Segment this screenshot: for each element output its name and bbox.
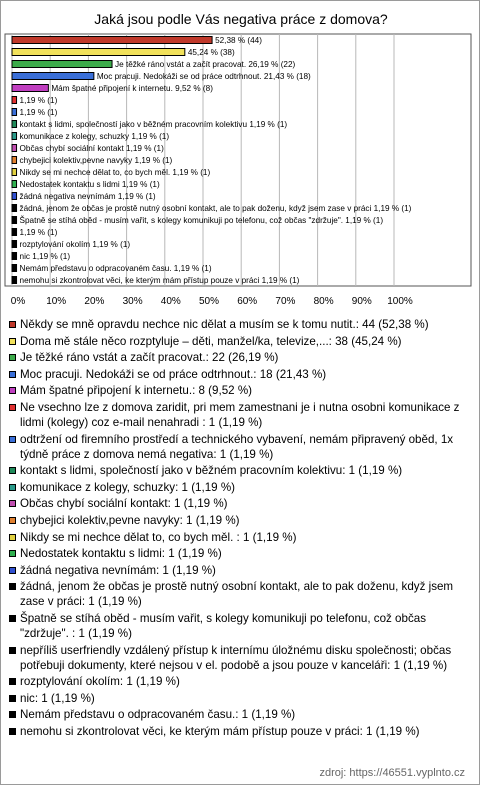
legend-item xyxy=(9,463,475,478)
bar-label: Moc pracuji. Nedokáži se od práce odtrhnout. 21,43 % (18) xyxy=(96,72,311,81)
legend-label: Někdy se mně opravdu nechce nic dělat a musím se k tomu nutit.: 44 (52,38 %) xyxy=(20,318,429,331)
legend-swatch xyxy=(9,567,16,574)
x-tick-label: 0% xyxy=(10,296,26,307)
bar-chart xyxy=(1,1,479,311)
x-tick-label: 100% xyxy=(387,296,413,307)
bar-label: rozptylování okolím 1,19 % (1) xyxy=(19,240,131,249)
legend-item xyxy=(9,367,475,382)
legend-swatch xyxy=(9,500,16,507)
legend-item xyxy=(9,432,475,462)
legend-label: Ne vsechno lze z domova zaridit, pri mem zamestnani je i nutna osobni komunikace z lidmi (kolegy) coz e-mail nenahradi : 1 (1,19 %) xyxy=(20,400,460,429)
bar-label: Nemám představu o odpracovaném času. 1,19 % (1) xyxy=(19,264,212,273)
bar xyxy=(12,49,185,56)
legend-item xyxy=(9,579,475,609)
bar xyxy=(12,205,17,212)
bar xyxy=(12,73,94,80)
legend-swatch xyxy=(9,467,16,474)
legend-item xyxy=(9,317,475,332)
legend-swatch xyxy=(9,387,16,394)
legend-label: Občas chybí sociální kontakt: 1 (1,19 %) xyxy=(20,497,228,511)
legend-item xyxy=(9,496,475,511)
bar xyxy=(12,133,17,140)
legend-label: Doma mě stále něco rozptyluje – děti, manžel/ka, televize,...: 38 (45,24 %) xyxy=(20,334,402,348)
x-tick-label: 50% xyxy=(198,296,220,307)
bar-label: 52,38 % (44) xyxy=(215,36,262,45)
legend-label: nemohu si zkontrolovat věci, ke kterým mám přístup pouze v práci: 1 (1,19 %) xyxy=(20,724,420,738)
legend-label: nepříliš userfriendly vzdálený přístup k internímu úložnému disku společnosti; občas potřebuji dokumenty, které nejsou v el. podobě a jsou pouze v kanceláři: 1 (1,19 %) xyxy=(20,643,452,672)
bar-label: chybejici kolektiv,pevne navyky 1,19 % (1) xyxy=(19,156,173,165)
legend-swatch xyxy=(9,371,16,378)
legend-swatch xyxy=(9,550,16,557)
legend-swatch xyxy=(9,404,16,411)
bar-label: 1,19 % (1) xyxy=(19,228,58,237)
x-tick-label: 80% xyxy=(313,296,334,307)
legend-swatch xyxy=(9,338,16,345)
legend-label: Nemám představu o odpracovaném času.: 1 (1,19 %) xyxy=(20,708,296,722)
bar xyxy=(12,109,17,116)
bar-label: žádná negativa nevnímám 1,19 % (1) xyxy=(19,192,156,201)
legend-swatch xyxy=(9,436,16,443)
legend-label: žádná negativa nevnímám: 1 (1,19 %) xyxy=(20,563,216,577)
bar-label: Občas chybí sociální kontakt 1,19 % (1) xyxy=(19,144,164,153)
legend-item xyxy=(9,643,475,673)
legend xyxy=(9,317,475,740)
legend-label: komunikace z kolegy, schuzky: 1 (1,19 %) xyxy=(20,480,236,494)
x-tick-label: 60% xyxy=(237,296,258,307)
x-tick-label: 90% xyxy=(351,296,372,307)
bar-label: 1,19 % (1) xyxy=(19,108,58,117)
bar xyxy=(12,241,17,248)
bar-label: Nedostatek kontaktu s lidmi 1,19 % (1) xyxy=(19,180,160,189)
legend-item xyxy=(9,707,475,722)
bar xyxy=(12,121,17,128)
legend-swatch xyxy=(9,583,16,590)
legend-swatch xyxy=(9,728,16,735)
bar xyxy=(12,217,17,224)
legend-label: chybejici kolektiv,pevne navyky: 1 (1,19 %) xyxy=(20,513,240,527)
legend-item xyxy=(9,334,475,349)
legend-item xyxy=(9,674,475,689)
x-tick-label: 20% xyxy=(84,296,105,307)
x-tick-label: 40% xyxy=(160,296,181,307)
x-tick-label: 10% xyxy=(46,296,67,307)
legend-item xyxy=(9,530,475,545)
legend-swatch xyxy=(9,484,16,491)
legend-swatch xyxy=(9,695,16,702)
legend-label: Nikdy se mi nechce dělat to, co bych měl. : 1 (1,19 %) xyxy=(20,530,297,544)
legend-label: žádná, jenom že občas je prostě nutný osobní kontakt, ale to pak doženu, když jsem zase v práci: 1 (1,19 %) xyxy=(20,580,454,609)
bar-label: žádná, jenom že občas je prostě nutný osobní kontakt, ale to pak doženu, když jsem zase v práci 1,19 % (1) xyxy=(19,204,412,213)
bar xyxy=(12,253,17,260)
bar xyxy=(12,169,17,176)
legend-label: Je těžké ráno vstát a začít pracovat.: 22 (26,19 %) xyxy=(20,351,279,365)
legend-label: Špatně se stíhá oběd - musím vařit, s kolegy komunikuji po telefonu, což občas "zdržuje". : 1 (1,19 %) xyxy=(20,611,426,640)
bar-label: nic 1,19 % (1) xyxy=(19,252,71,261)
legend-label: rozptylování okolím: 1 (1,19 %) xyxy=(20,675,180,689)
legend-swatch xyxy=(9,615,16,622)
bar xyxy=(12,229,17,236)
bar-label: 1,19 % (1) xyxy=(19,96,58,105)
bar xyxy=(12,265,17,272)
legend-swatch xyxy=(9,534,16,541)
bar xyxy=(12,97,17,104)
legend-item xyxy=(9,724,475,739)
legend-swatch xyxy=(9,678,16,685)
legend-item xyxy=(9,546,475,561)
legend-item xyxy=(9,691,475,706)
legend-item xyxy=(9,400,475,430)
bar-label: nemohu si zkontrolovat věci, ke kterým mám přístup pouze v práci 1,19 % (1) xyxy=(19,276,300,285)
bar xyxy=(12,181,17,188)
bar-label: Mám špatné připojení k internetu. 9,52 % (8) xyxy=(51,84,213,93)
x-tick-label: 70% xyxy=(275,296,296,307)
legend-item xyxy=(9,611,475,641)
legend-swatch xyxy=(9,647,16,654)
bar xyxy=(12,85,48,92)
legend-label: Moc pracuji. Nedokáži se od práce odtrhnout.: 18 (21,43 %) xyxy=(20,367,327,381)
bar-label: Nikdy se mi nechce dělat to, co bych měl. 1,19 % (1) xyxy=(19,168,211,177)
bar-label: Je těžké ráno vstát a začít pracovat. 26,19 % (22) xyxy=(115,60,296,69)
bar xyxy=(12,157,17,164)
legend-swatch xyxy=(9,354,16,361)
bar-label: 45,24 % (38) xyxy=(187,48,235,57)
source-link[interactable]: zdroj: https://46551.vyplnto.cz xyxy=(319,767,465,779)
bar-label: komunikace z kolegy, schuzky 1,19 % (1) xyxy=(19,132,170,141)
legend-label: Nedostatek kontaktu s lidmi: 1 (1,19 %) xyxy=(20,547,222,561)
bar xyxy=(12,145,17,152)
legend-swatch xyxy=(9,321,16,328)
legend-swatch xyxy=(9,711,16,718)
legend-label: kontakt s lidmi, společností jako v běžném pracovním kolektivu: 1 (1,19 %) xyxy=(20,464,403,478)
legend-label: Mám špatné připojení k internetu.: 8 (9,52 %) xyxy=(20,384,252,398)
legend-swatch xyxy=(9,517,16,524)
legend-item xyxy=(9,513,475,528)
bar-label: kontakt s lidmi, společností jako v běžném pracovním kolektivu 1,19 % (1) xyxy=(19,120,288,129)
bar xyxy=(12,277,17,284)
legend-item xyxy=(9,563,475,578)
bar xyxy=(12,193,17,200)
legend-item xyxy=(9,480,475,495)
chart-title: Jaká jsou podle Vás negativa práce z domova? xyxy=(94,11,388,27)
legend-item xyxy=(9,383,475,398)
bar xyxy=(12,37,212,44)
bar-label: Špatně se stíhá oběd - musím vařit, s kolegy komunikuji po telefonu, což občas "zdržuje". 1,19 % (1) xyxy=(19,216,384,225)
legend-item xyxy=(9,350,475,365)
legend-label: odtržení od firemního prostředí a technického vybavení, nemám připravený oběd, 1x týdně práce z domova nemá negativa: 1 (1,19 %) xyxy=(20,432,454,461)
legend-label: nic: 1 (1,19 %) xyxy=(20,691,95,705)
x-tick-label: 30% xyxy=(122,296,143,307)
bar xyxy=(12,61,112,68)
